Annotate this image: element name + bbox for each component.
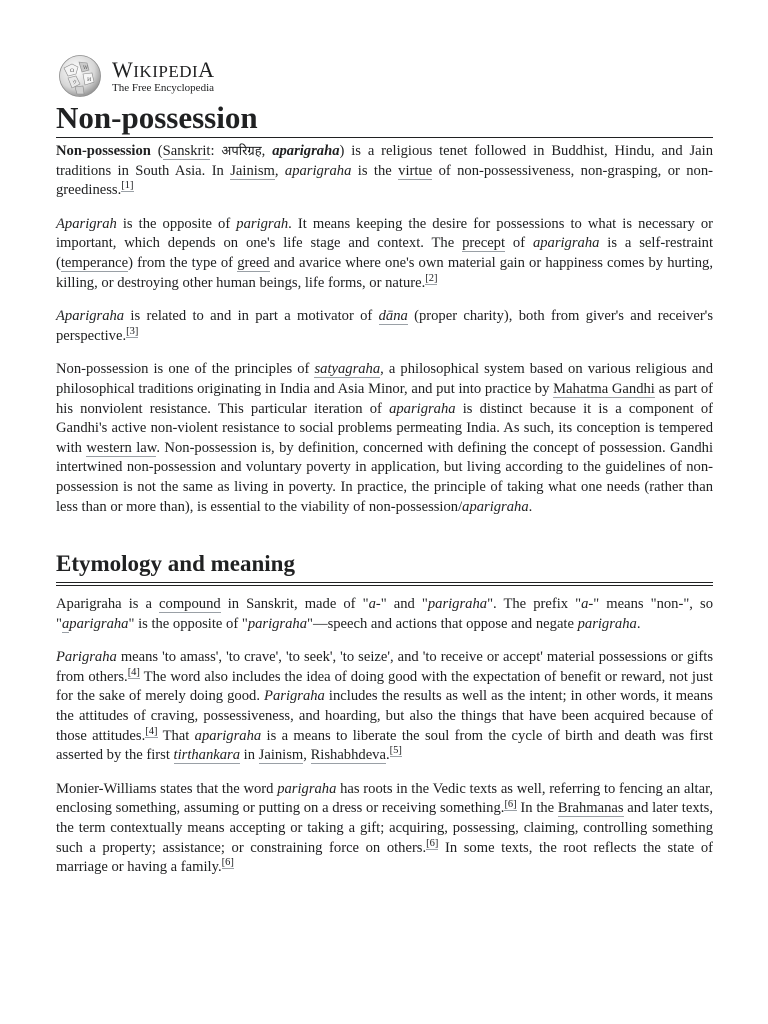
italic-term: parigraha (427, 596, 488, 613)
link-virtue[interactable]: virtue (398, 162, 433, 179)
svg-text:ウ: ウ (72, 80, 78, 86)
svg-text:Ω: Ω (70, 68, 75, 74)
article-page (56, 54, 713, 878)
citation-4[interactable]: [4] (127, 667, 140, 679)
text: . (528, 498, 533, 515)
italic-term: Aparigrah (56, 215, 117, 232)
citation-1[interactable]: [1] (121, 180, 134, 192)
link-mahatma-gandhi[interactable]: Mahatma Gandhi (553, 380, 655, 397)
text: . (636, 615, 641, 632)
paragraph-3 (56, 307, 713, 346)
bold-italic-term: aparigraha (272, 143, 340, 159)
text: . It means keeping the desire for possessions to what is necessary or important, which depends on one's life stage and context. The (56, 215, 713, 252)
italic-term: parigraha (277, 780, 337, 797)
italic-term: aparigraha (462, 498, 529, 515)
text: ) is a religious tenet followed in Buddhist, Hindu, and Jain traditions in South Asia. In (56, 143, 714, 179)
devanagari-term: अपरिग्रह (221, 144, 262, 159)
text: Monier-Williams states that the word (56, 780, 278, 797)
text: ". The prefix " (487, 596, 582, 613)
link-temperance[interactable]: temperance (60, 254, 129, 271)
paragraph-5 (56, 595, 713, 634)
italic-term: parigraha (69, 615, 129, 632)
paragraph-intro (56, 142, 713, 201)
text: is related to and in part a motivator of (124, 308, 379, 325)
section-heading-etymology: Etymology and meaning (56, 551, 713, 583)
text: is a means to liberate the soul from the cycle of birth and death was first asserted by the first (56, 727, 713, 764)
link-precept[interactable]: precept (462, 235, 506, 252)
text: in (240, 747, 259, 764)
citation-6[interactable]: [6] (504, 798, 517, 810)
text: includes the results as well as the intent; in other words, it means the attitudes of craving, possessiveness, and hoarding, but also the things that have been acquired because of those attitudes. (56, 688, 713, 744)
svg-text:И: И (87, 77, 92, 83)
paragraph-2 (56, 215, 713, 293)
link-greed[interactable]: greed (237, 254, 270, 271)
paragraph-4 (56, 360, 713, 517)
paragraph-6 (56, 648, 713, 766)
italic-term: aparigraha (389, 400, 456, 417)
text: "—speech and actions that oppose and negate (307, 615, 578, 632)
text: as part of his nonviolent resistance. This particular iteration of (56, 380, 713, 417)
italic-term: a- (368, 596, 381, 613)
text: " and " (380, 596, 428, 613)
wordmark-subtitle: The Free Encyclopedia (112, 81, 215, 94)
italic-term: parigraha (247, 615, 308, 632)
citation-2[interactable]: [2] (425, 272, 438, 284)
wikipedia-globe-icon (56, 54, 104, 98)
text: and avarice where one's own material gain or happiness comes by hurting, killing, or destroying other human beings, life forms, or nature. (56, 254, 713, 291)
italic-term: aparigraha (194, 727, 262, 744)
text: ) from the type of (128, 254, 238, 271)
paragraph-7 (56, 780, 713, 878)
bold-term: Non-possession (56, 143, 151, 159)
text: Aparigraha is a (56, 596, 160, 613)
link-rishabhdeva[interactable]: Rishabhdeva (310, 747, 386, 764)
text: (proper charity), both from giver's and receiver's perspective. (56, 308, 713, 344)
link-jainism-2[interactable]: Jainism (258, 747, 304, 764)
italic-term: aparigraha (284, 162, 352, 179)
text: in Sanskrit, made of " (220, 596, 369, 613)
wikipedia-wordmark (112, 56, 215, 94)
italic-term: aparigraha (532, 235, 600, 252)
page-title: Non-possession (56, 100, 713, 138)
citation-6b[interactable]: [6] (426, 837, 439, 849)
link-western-law[interactable]: western law (86, 439, 157, 456)
text: is a self-restraint ( (56, 235, 713, 271)
italic-term: Aparigraha (56, 308, 125, 325)
link-jainism[interactable]: Jainism (230, 162, 275, 179)
text: The word also includes the idea of doing good with the expectation of benefit or reward, not just for the sake of merely doing good. (56, 668, 713, 705)
link-brahmanas[interactable]: Brahmanas (557, 800, 624, 817)
text: means 'to amass', 'to crave', 'to seek', 'to seize', and 'to receive or accept' material possessions or gifts from others. (56, 649, 713, 685)
text: In the (516, 800, 558, 817)
text: of non-possessiveness, non-grasping, or non-greediness. (56, 162, 714, 199)
link-a-prefix[interactable]: a (61, 615, 70, 632)
citation-3[interactable]: [3] (126, 325, 139, 337)
text: " is the opposite of " (128, 615, 248, 632)
italic-term: a- (581, 596, 594, 613)
citation-4b[interactable]: [4] (145, 725, 158, 737)
text: is the (351, 162, 399, 179)
text: ( (150, 143, 163, 159)
text: , (261, 143, 273, 159)
text: of (505, 235, 533, 252)
link-sanskrit[interactable]: Sanskrit (162, 143, 211, 159)
text: , (303, 747, 311, 764)
text: . (385, 747, 390, 764)
link-dana[interactable]: dāna (378, 308, 408, 325)
text: In some texts, the root reflects the state of marriage or having a family. (56, 839, 714, 876)
text: has roots in the Vedic texts as well, referring to fencing an altar, enclosing something, assuming or putting on a dress or receiving something. (56, 780, 714, 817)
text: and later texts, the term contextually means accepting or taking a gift; acquiring, possessing, claiming, controlling something such a property; assistance; or constraining force on others. (56, 800, 713, 856)
wordmark-title: WIKIPEDIA (112, 56, 215, 82)
text: is the opposite of (116, 215, 237, 232)
link-compound[interactable]: compound (159, 596, 221, 613)
italic-term: Parigraha (264, 688, 325, 705)
link-tirthankara[interactable]: tirthankara (173, 747, 241, 764)
citation-5[interactable]: [5] (389, 745, 402, 757)
text: , (274, 162, 285, 179)
link-satyagraha[interactable]: satyagraha (314, 361, 381, 378)
italic-term: Parigraha (56, 649, 117, 666)
text: : (210, 143, 222, 159)
wikipedia-logo[interactable] (56, 54, 713, 98)
italic-term: parigrah (236, 215, 289, 232)
text: , a philosophical system based on various religious and philosophical traditions originating in India and Asia Minor, and put into practice by (56, 361, 713, 397)
italic-term: parigraha (577, 615, 637, 632)
text: . Non-possession is, by definition, concerned with defining the concept of possession. Gandhi intertwined non-possession and voluntary poverty in application, but living according to the guidelines of non-possession is not the same as living in poverty. In practice, the principle of taking what one needs (rather than less than or more than), is essential to the viability of non-possession/ (56, 439, 713, 515)
text: Non-possession is one of the principles of (56, 361, 315, 378)
citation-6c[interactable]: [6] (221, 857, 234, 869)
text: That (157, 727, 195, 744)
text: is distinct because it is a component of Gandhi's active non-violent resistance to social problems permeating India. As such, its conception is tempered with (56, 400, 713, 456)
text: " means "non-", so " (56, 596, 713, 632)
svg-text:W: W (83, 65, 89, 71)
